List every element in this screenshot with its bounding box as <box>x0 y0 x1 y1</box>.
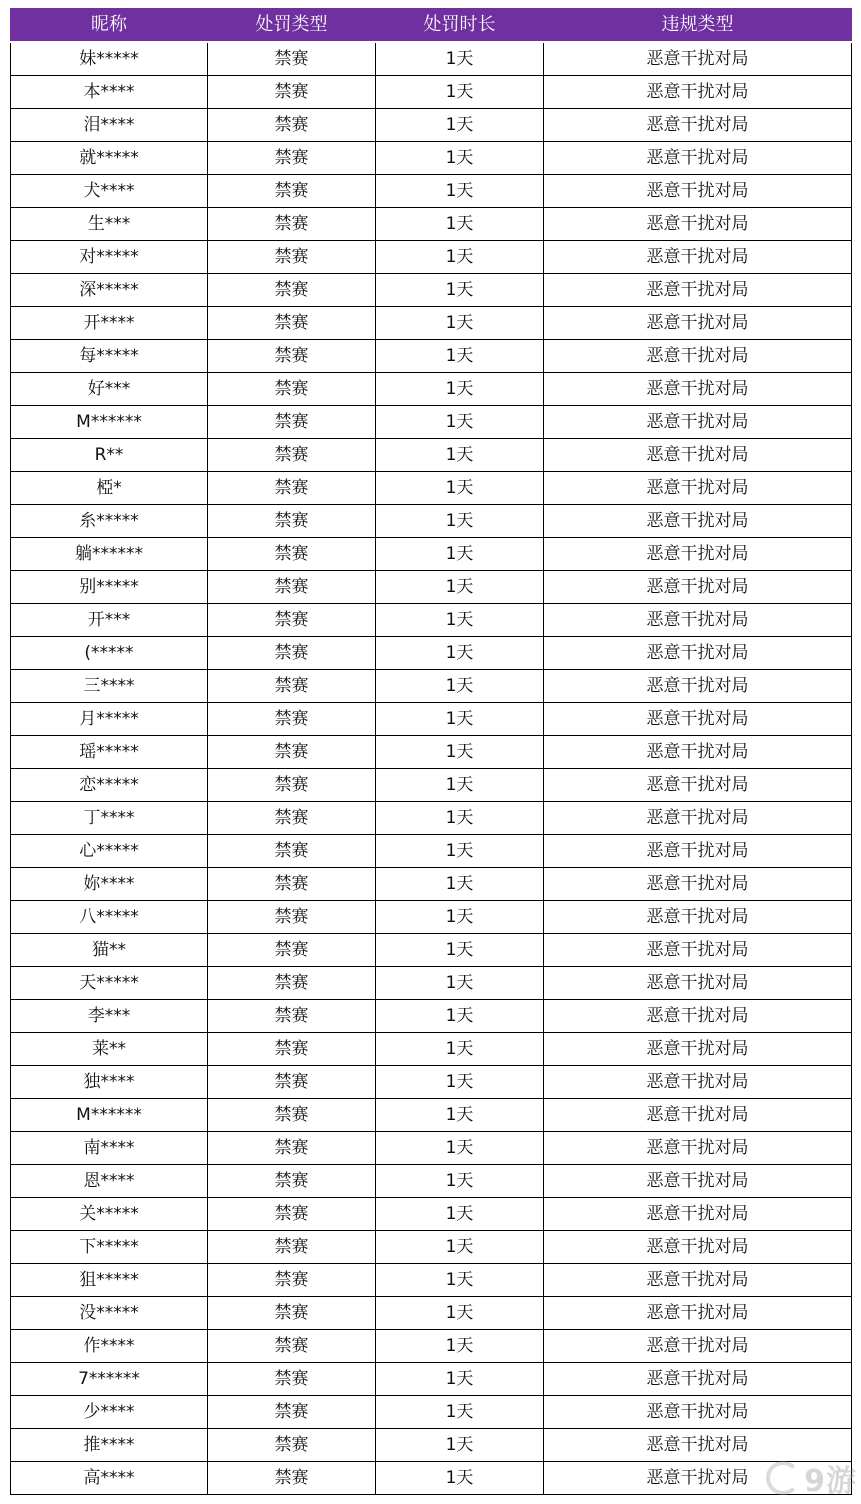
header-violation-type: 违规类型 <box>544 9 852 43</box>
cell-violation-type: 恶意干扰对局 <box>544 934 852 967</box>
cell-penalty-duration: 1天 <box>376 340 544 373</box>
cell-violation-type: 恶意干扰对局 <box>544 1330 852 1363</box>
cell-penalty-duration: 1天 <box>376 934 544 967</box>
table-row <box>11 934 852 967</box>
cell-violation-type: 恶意干扰对局 <box>544 736 852 769</box>
cell-nickname: 狙***** <box>11 1264 208 1297</box>
cell-penalty-type: 禁赛 <box>208 802 376 835</box>
table-row <box>11 1198 852 1231</box>
cell-penalty-type: 禁赛 <box>208 736 376 769</box>
cell-violation-type: 恶意干扰对局 <box>544 340 852 373</box>
cell-nickname: 月***** <box>11 703 208 736</box>
table-header <box>11 9 852 43</box>
table-row <box>11 1363 852 1396</box>
cell-penalty-type: 禁赛 <box>208 571 376 604</box>
cell-penalty-duration: 1天 <box>376 901 544 934</box>
cell-nickname: 天***** <box>11 967 208 1000</box>
table-row <box>11 1297 852 1330</box>
table-row <box>11 769 852 802</box>
cell-penalty-duration: 1天 <box>376 505 544 538</box>
table-row <box>11 472 852 505</box>
cell-violation-type: 恶意干扰对局 <box>544 703 852 736</box>
cell-penalty-duration: 1天 <box>376 1462 544 1495</box>
cell-violation-type: 恶意干扰对局 <box>544 142 852 175</box>
cell-penalty-type: 禁赛 <box>208 1330 376 1363</box>
table-row <box>11 373 852 406</box>
cell-violation-type: 恶意干扰对局 <box>544 868 852 901</box>
cell-penalty-type: 禁赛 <box>208 703 376 736</box>
cell-penalty-type: 禁赛 <box>208 769 376 802</box>
cell-penalty-type: 禁赛 <box>208 1198 376 1231</box>
table-row <box>11 670 852 703</box>
table-row <box>11 1264 852 1297</box>
cell-violation-type: 恶意干扰对局 <box>544 901 852 934</box>
cell-violation-type: 恶意干扰对局 <box>544 1429 852 1462</box>
cell-penalty-type: 禁赛 <box>208 1033 376 1066</box>
cell-penalty-duration: 1天 <box>376 373 544 406</box>
header-row <box>11 9 852 43</box>
cell-penalty-duration: 1天 <box>376 274 544 307</box>
table-row <box>11 1000 852 1033</box>
cell-penalty-duration: 1天 <box>376 109 544 142</box>
table-row <box>11 109 852 142</box>
cell-violation-type: 恶意干扰对局 <box>544 175 852 208</box>
cell-violation-type: 恶意干扰对局 <box>544 373 852 406</box>
cell-violation-type: 恶意干扰对局 <box>544 637 852 670</box>
cell-nickname: 开**** <box>11 307 208 340</box>
cell-penalty-duration: 1天 <box>376 1198 544 1231</box>
table-row <box>11 703 852 736</box>
cell-nickname: 李*** <box>11 1000 208 1033</box>
cell-penalty-type: 禁赛 <box>208 1132 376 1165</box>
cell-penalty-type: 禁赛 <box>208 373 376 406</box>
cell-penalty-duration: 1天 <box>376 76 544 109</box>
cell-penalty-type: 禁赛 <box>208 142 376 175</box>
cell-violation-type: 恶意干扰对局 <box>544 835 852 868</box>
cell-penalty-type: 禁赛 <box>208 637 376 670</box>
table-row <box>11 307 852 340</box>
table-row <box>11 1165 852 1198</box>
cell-nickname: 就***** <box>11 142 208 175</box>
cell-violation-type: 恶意干扰对局 <box>544 505 852 538</box>
table-row <box>11 868 852 901</box>
cell-violation-type: 恶意干扰对局 <box>544 1000 852 1033</box>
table-row <box>11 835 852 868</box>
cell-nickname: 南**** <box>11 1132 208 1165</box>
cell-violation-type: 恶意干扰对局 <box>544 1297 852 1330</box>
header-penalty-type: 处罚类型 <box>208 9 376 43</box>
cell-nickname: 椏* <box>11 472 208 505</box>
cell-penalty-duration: 1天 <box>376 1264 544 1297</box>
cell-nickname: 恩**** <box>11 1165 208 1198</box>
cell-penalty-duration: 1天 <box>376 1396 544 1429</box>
cell-penalty-duration: 1天 <box>376 802 544 835</box>
cell-violation-type: 恶意干扰对局 <box>544 208 852 241</box>
cell-nickname: 瑶***** <box>11 736 208 769</box>
cell-nickname: 作**** <box>11 1330 208 1363</box>
cell-violation-type: 恶意干扰对局 <box>544 241 852 274</box>
cell-penalty-type: 禁赛 <box>208 406 376 439</box>
penalty-table <box>10 8 852 1495</box>
table-row <box>11 1330 852 1363</box>
cell-penalty-type: 禁赛 <box>208 274 376 307</box>
cell-penalty-duration: 1天 <box>376 868 544 901</box>
cell-penalty-type: 禁赛 <box>208 109 376 142</box>
cell-penalty-type: 禁赛 <box>208 76 376 109</box>
cell-nickname: 深***** <box>11 274 208 307</box>
cell-nickname: (***** <box>11 637 208 670</box>
cell-violation-type: 恶意干扰对局 <box>544 1198 852 1231</box>
cell-penalty-type: 禁赛 <box>208 307 376 340</box>
cell-nickname: 糸***** <box>11 505 208 538</box>
cell-nickname: 推**** <box>11 1429 208 1462</box>
table-row <box>11 1099 852 1132</box>
cell-violation-type: 恶意干扰对局 <box>544 1396 852 1429</box>
cell-violation-type: 恶意干扰对局 <box>544 42 852 76</box>
cell-nickname: 丁**** <box>11 802 208 835</box>
table-row <box>11 637 852 670</box>
cell-violation-type: 恶意干扰对局 <box>544 802 852 835</box>
table-row <box>11 439 852 472</box>
cell-penalty-type: 禁赛 <box>208 934 376 967</box>
cell-nickname: R** <box>11 439 208 472</box>
cell-nickname: 独**** <box>11 1066 208 1099</box>
cell-nickname: 没***** <box>11 1297 208 1330</box>
cell-violation-type: 恶意干扰对局 <box>544 670 852 703</box>
table-row <box>11 1462 852 1495</box>
cell-violation-type: 恶意干扰对局 <box>544 439 852 472</box>
cell-penalty-type: 禁赛 <box>208 604 376 637</box>
cell-penalty-duration: 1天 <box>376 208 544 241</box>
cell-penalty-type: 禁赛 <box>208 1066 376 1099</box>
cell-penalty-duration: 1天 <box>376 1165 544 1198</box>
cell-penalty-type: 禁赛 <box>208 1396 376 1429</box>
cell-penalty-type: 禁赛 <box>208 538 376 571</box>
cell-penalty-duration: 1天 <box>376 1429 544 1462</box>
table-row <box>11 1231 852 1264</box>
cell-nickname: 下***** <box>11 1231 208 1264</box>
cell-violation-type: 恶意干扰对局 <box>544 967 852 1000</box>
cell-violation-type: 恶意干扰对局 <box>544 1264 852 1297</box>
cell-penalty-type: 禁赛 <box>208 1462 376 1495</box>
table-row <box>11 175 852 208</box>
cell-nickname: 心***** <box>11 835 208 868</box>
table-row <box>11 901 852 934</box>
cell-penalty-duration: 1天 <box>376 241 544 274</box>
cell-penalty-duration: 1天 <box>376 142 544 175</box>
cell-penalty-type: 禁赛 <box>208 1000 376 1033</box>
cell-violation-type: 恶意干扰对局 <box>544 1231 852 1264</box>
table-row <box>11 406 852 439</box>
cell-penalty-duration: 1天 <box>376 42 544 76</box>
table-row <box>11 1033 852 1066</box>
cell-violation-type: 恶意干扰对局 <box>544 1132 852 1165</box>
cell-penalty-duration: 1天 <box>376 703 544 736</box>
table-row <box>11 736 852 769</box>
cell-nickname: 犬**** <box>11 175 208 208</box>
cell-penalty-duration: 1天 <box>376 1099 544 1132</box>
cell-penalty-duration: 1天 <box>376 670 544 703</box>
cell-penalty-type: 禁赛 <box>208 868 376 901</box>
cell-penalty-duration: 1天 <box>376 1033 544 1066</box>
cell-penalty-type: 禁赛 <box>208 967 376 1000</box>
cell-nickname: 泪**** <box>11 109 208 142</box>
cell-penalty-type: 禁赛 <box>208 472 376 505</box>
cell-penalty-duration: 1天 <box>376 472 544 505</box>
table-row <box>11 1066 852 1099</box>
cell-penalty-duration: 1天 <box>376 1363 544 1396</box>
penalty-sheet <box>10 8 851 1495</box>
cell-nickname: 高**** <box>11 1462 208 1495</box>
cell-nickname: 少**** <box>11 1396 208 1429</box>
cell-penalty-type: 禁赛 <box>208 340 376 373</box>
cell-violation-type: 恶意干扰对局 <box>544 274 852 307</box>
header-nickname: 昵称 <box>11 9 208 43</box>
cell-violation-type: 恶意干扰对局 <box>544 538 852 571</box>
cell-penalty-type: 禁赛 <box>208 1264 376 1297</box>
cell-violation-type: 恶意干扰对局 <box>544 571 852 604</box>
table-row <box>11 967 852 1000</box>
cell-penalty-duration: 1天 <box>376 736 544 769</box>
cell-nickname: 开*** <box>11 604 208 637</box>
table-row <box>11 802 852 835</box>
cell-penalty-type: 禁赛 <box>208 1429 376 1462</box>
table-row <box>11 42 852 76</box>
table-row <box>11 340 852 373</box>
cell-penalty-duration: 1天 <box>376 1132 544 1165</box>
cell-penalty-type: 禁赛 <box>208 241 376 274</box>
cell-violation-type: 恶意干扰对局 <box>544 1165 852 1198</box>
table-row <box>11 241 852 274</box>
cell-nickname: 别***** <box>11 571 208 604</box>
cell-penalty-type: 禁赛 <box>208 1363 376 1396</box>
cell-nickname: 八***** <box>11 901 208 934</box>
cell-nickname: 关***** <box>11 1198 208 1231</box>
table-row <box>11 76 852 109</box>
cell-penalty-duration: 1天 <box>376 1297 544 1330</box>
cell-penalty-type: 禁赛 <box>208 42 376 76</box>
table-body <box>11 42 852 1495</box>
table-row <box>11 208 852 241</box>
cell-violation-type: 恶意干扰对局 <box>544 76 852 109</box>
table-row <box>11 505 852 538</box>
cell-penalty-duration: 1天 <box>376 571 544 604</box>
cell-nickname: 妹***** <box>11 42 208 76</box>
cell-penalty-duration: 1天 <box>376 835 544 868</box>
cell-penalty-type: 禁赛 <box>208 1297 376 1330</box>
cell-penalty-duration: 1天 <box>376 1066 544 1099</box>
table-row <box>11 604 852 637</box>
cell-violation-type: 恶意干扰对局 <box>544 307 852 340</box>
cell-penalty-type: 禁赛 <box>208 835 376 868</box>
cell-violation-type: 恶意干扰对局 <box>544 1033 852 1066</box>
cell-violation-type: 恶意干扰对局 <box>544 769 852 802</box>
cell-nickname: 对***** <box>11 241 208 274</box>
cell-penalty-duration: 1天 <box>376 439 544 472</box>
cell-nickname: 躺****** <box>11 538 208 571</box>
cell-penalty-duration: 1天 <box>376 307 544 340</box>
cell-nickname: 妳**** <box>11 868 208 901</box>
table-row <box>11 1429 852 1462</box>
cell-penalty-type: 禁赛 <box>208 439 376 472</box>
cell-nickname: M****** <box>11 1099 208 1132</box>
cell-penalty-type: 禁赛 <box>208 901 376 934</box>
cell-penalty-duration: 1天 <box>376 1231 544 1264</box>
table-row <box>11 1132 852 1165</box>
cell-penalty-type: 禁赛 <box>208 505 376 538</box>
cell-nickname: 莱** <box>11 1033 208 1066</box>
cell-nickname: 本**** <box>11 76 208 109</box>
cell-nickname: 恋***** <box>11 769 208 802</box>
cell-penalty-duration: 1天 <box>376 538 544 571</box>
cell-violation-type: 恶意干扰对局 <box>544 109 852 142</box>
cell-violation-type: 恶意干扰对局 <box>544 406 852 439</box>
cell-nickname: 生*** <box>11 208 208 241</box>
cell-penalty-duration: 1天 <box>376 1000 544 1033</box>
cell-penalty-type: 禁赛 <box>208 1231 376 1264</box>
table-row <box>11 538 852 571</box>
cell-penalty-duration: 1天 <box>376 967 544 1000</box>
cell-nickname: 每***** <box>11 340 208 373</box>
header-penalty-duration: 处罚时长 <box>376 9 544 43</box>
cell-violation-type: 恶意干扰对局 <box>544 1099 852 1132</box>
cell-violation-type: 恶意干扰对局 <box>544 1363 852 1396</box>
table-row <box>11 274 852 307</box>
cell-penalty-type: 禁赛 <box>208 670 376 703</box>
cell-violation-type: 恶意干扰对局 <box>544 1066 852 1099</box>
table-row <box>11 571 852 604</box>
cell-penalty-duration: 1天 <box>376 1330 544 1363</box>
table-row <box>11 1396 852 1429</box>
table-row <box>11 142 852 175</box>
cell-penalty-type: 禁赛 <box>208 1165 376 1198</box>
cell-penalty-duration: 1天 <box>376 406 544 439</box>
cell-penalty-type: 禁赛 <box>208 175 376 208</box>
cell-penalty-duration: 1天 <box>376 175 544 208</box>
cell-penalty-type: 禁赛 <box>208 1099 376 1132</box>
cell-penalty-duration: 1天 <box>376 637 544 670</box>
cell-penalty-duration: 1天 <box>376 604 544 637</box>
cell-penalty-duration: 1天 <box>376 769 544 802</box>
cell-violation-type: 恶意干扰对局 <box>544 1462 852 1495</box>
cell-violation-type: 恶意干扰对局 <box>544 604 852 637</box>
watermark-text: 9游 <box>804 1464 857 1499</box>
cell-nickname: 三**** <box>11 670 208 703</box>
cell-penalty-type: 禁赛 <box>208 208 376 241</box>
cell-nickname: 7****** <box>11 1363 208 1396</box>
cell-violation-type: 恶意干扰对局 <box>544 472 852 505</box>
cell-nickname: 猫** <box>11 934 208 967</box>
cell-nickname: M****** <box>11 406 208 439</box>
cell-nickname: 好*** <box>11 373 208 406</box>
